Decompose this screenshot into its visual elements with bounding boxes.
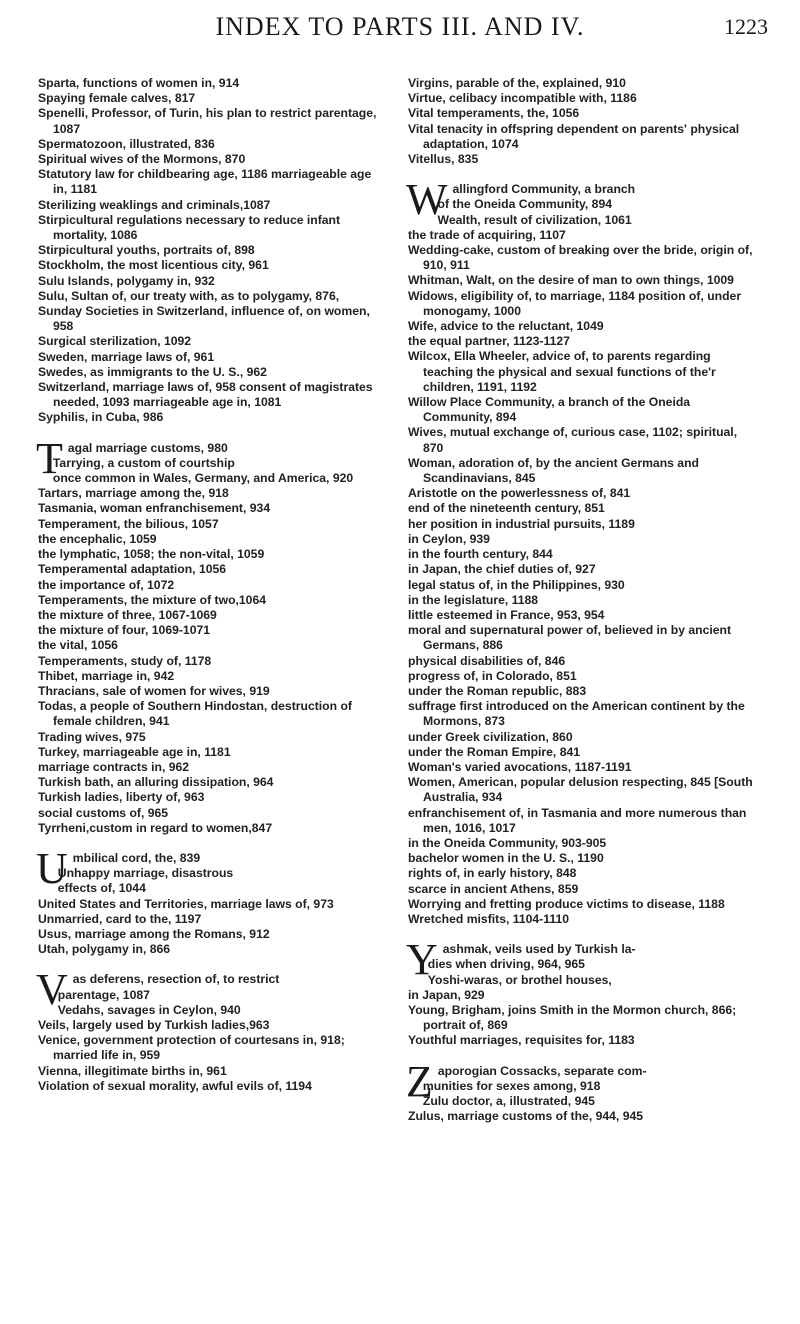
index-entry: Thracians, sale of women for wives, 919 <box>38 683 270 698</box>
index-entry: marriage contracts in, 962 <box>38 759 190 774</box>
index-entry: Stockholm, the most licentious city, 961 <box>38 258 269 273</box>
letter-group-w <box>406 175 760 927</box>
index-entry: the mixture of three, 1067-1069 <box>38 607 217 622</box>
index-entry: in Ceylon, 939 <box>408 531 490 546</box>
letter-group-z <box>406 1056 760 1125</box>
index-entry <box>406 935 760 988</box>
index-entry: Temperamental adaptation, 1056 <box>38 562 227 577</box>
index-entry: Stirpicultural youths, portraits of, 898 <box>38 243 255 258</box>
index-entry: Whitman, Walt, on the desire of man to own things, 1009 <box>408 273 734 288</box>
index-entry: Young, Brigham, joins Smith in the Mormon church, 866; portrait of, 869 <box>408 1002 737 1033</box>
index-entry: Temperaments, study of, 1178 <box>38 653 212 668</box>
index-entry: her position in industrial pursuits, 1189 <box>408 516 635 531</box>
index-entry: United States and Territories, marriage laws of, 973 <box>38 896 334 911</box>
index-entry: the encephalic, 1059 <box>38 531 157 546</box>
index-entry: Violation of sexual morality, awful evils of, 1194 <box>38 1078 312 1093</box>
index-entry: scarce in ancient Athens, 859 <box>408 881 579 896</box>
index-entry: Willow Place Community, a branch of the Oneida Community, 894 <box>408 395 691 425</box>
drop-initial-y: Y <box>406 935 438 985</box>
index-entry: Sulu Islands, polygamy in, 932 <box>38 273 215 288</box>
index-entry: Sweden, marriage laws of, 961 <box>38 349 215 364</box>
drop-initial-z: Z <box>406 1056 433 1106</box>
drop-initial-t: T <box>36 433 63 483</box>
index-entry: in the Oneida Community, 903-905 <box>408 835 607 850</box>
index-entry: Woman's varied avocations, 1187-1191 <box>408 759 632 774</box>
index-entry: Vitellus, 835 <box>408 152 479 167</box>
index-entry: Youthful marriages, requisites for, 1183 <box>408 1033 635 1048</box>
index-entry: Temperament, the bilious, 1057 <box>38 516 219 531</box>
index-entry: Sunday Societies in Switzerland, influence of, on women, 958 <box>38 304 370 334</box>
index-entry: bachelor women in the U. S., 1190 <box>408 851 604 866</box>
index-entry: Vedahs, savages in Ceylon, 940 <box>57 1002 241 1017</box>
u-entries <box>38 897 386 958</box>
index-entry: rights of, in early history, 848 <box>408 866 577 881</box>
letter-group-u <box>36 843 386 957</box>
index-entry: under the Roman republic, 883 <box>408 683 587 698</box>
index-entry: Zulu doctor, a, illustrated, 945 <box>422 1094 595 1108</box>
index-entry: Switzerland, marriage laws of, 958 consent of magistrates needed, 1093 marriageable age in, 1081 <box>38 380 373 410</box>
index-entry: Wealth, result of civilization, 1061 <box>437 212 632 227</box>
index-entry: Turkish bath, an alluring dissipation, 964 <box>38 775 274 790</box>
index-entry: of the Oneida Community, 894 <box>437 197 613 212</box>
entry-head: ashmak, veils used by Turkish la- <box>442 942 636 957</box>
index-entry: Surgical sterilization, 1092 <box>38 334 192 349</box>
index-entry: Spermatozoon, illustrated, 836 <box>38 136 215 151</box>
entry-head: as deferens, resection of, to restrict <box>72 972 280 987</box>
index-entry: Tartars, marriage among the, 918 <box>38 486 229 501</box>
index-entry: Sulu, Sultan of, our treaty with, as to polygamy, 876, <box>38 288 340 303</box>
w-entries <box>408 228 760 927</box>
index-entry: dies when driving, 964, 965 <box>427 957 585 972</box>
index-entry: under Greek civilization, 860 <box>408 729 573 744</box>
index-entry: Stirpicultural regulations necessary to reduce infant mortality, 1086 <box>38 212 341 243</box>
index-entry: little esteemed in France, 953, 954 <box>408 607 605 622</box>
index-entry <box>36 433 386 487</box>
index-entry: in the fourth century, 844 <box>408 547 553 562</box>
page-title: INDEX TO PARTS III. AND IV. <box>215 12 585 41</box>
index-entry: Wives, mutual exchange of, curious case, 1102; spiritual, 870 <box>408 425 738 455</box>
index-entry: enfranchisement of, in Tasmania and more numerous than men, 1016, 1017 <box>408 805 747 835</box>
index-entry: once common in Wales, Germany, and America, 920 <box>52 471 354 486</box>
index-entry: in the legislature, 1188 <box>408 592 539 607</box>
index-entry: Statutory law for childbearing age, 1186 marriageable age in, 1181 <box>38 167 372 197</box>
index-entry: the equal partner, 1123-1127 <box>408 334 570 349</box>
index-entry: Tarrying, a custom of courtship <box>52 455 235 470</box>
entry-head: aporogian Cossacks, separate com- <box>437 1063 647 1078</box>
index-entry: progress of, in Colorado, 851 <box>408 668 577 683</box>
index-entry: Wilcox, Ella Wheeler, advice of, to parents regarding teaching the physical and sexual functions of the'r children, 1191, 1192 <box>408 349 716 394</box>
index-entry: Todas, a people of Southern Hindostan, destruction of female children, 941 <box>38 699 352 729</box>
z-entries <box>408 1109 760 1124</box>
index-entry: moral and supernatural power of, believed in by ancient Germans, 886 <box>408 623 732 653</box>
drop-initial-w: W <box>406 175 448 225</box>
index-entry: Sterilizing weaklings and criminals,1087 <box>38 197 271 212</box>
entry-continuation <box>408 1079 760 1109</box>
index-entry: the trade of acquiring, 1107 <box>408 227 566 242</box>
s-entries <box>38 76 386 426</box>
letter-group-t <box>36 433 386 836</box>
index-entry: Sparta, functions of women in, 914 <box>38 76 240 90</box>
entry-continuation <box>408 197 760 227</box>
index-entry: Trading wives, 975 <box>38 729 146 744</box>
index-entry: legal status of, in the Philippines, 930 <box>408 577 625 592</box>
index-entry: Woman, adoration of, by the ancient Germans and Scandinavians, 845 <box>408 455 699 486</box>
index-entry: Wedding-cake, custom of breaking over the bride, origin of, 910, 911 <box>408 243 753 273</box>
entry-head: mbilical cord, the, 839 <box>72 850 201 865</box>
index-entry: Swedes, as immigrants to the U. S., 962 <box>38 364 267 379</box>
entry-continuation <box>38 456 386 486</box>
index-entry: Vital temperaments, the, 1056 <box>408 106 580 121</box>
index-entry: in Japan, 929 <box>408 987 485 1002</box>
index-entry: physical disabilities of, 846 <box>408 653 566 668</box>
v-entries <box>38 1018 386 1094</box>
index-entry: Virgins, parable of the, explained, 910 <box>408 76 626 90</box>
index-entry: Wretched misfits, 1104-1110 <box>408 911 570 926</box>
index-entry: Zulus, marriage customs of the, 944, 945 <box>408 1109 644 1124</box>
index-entry: suffrage first introduced on the American continent by the Mormons, 873 <box>408 699 745 729</box>
index-entry <box>406 175 760 228</box>
entry-continuation <box>38 988 386 1018</box>
index-entry: Unmarried, card to the, 1197 <box>38 911 202 926</box>
entry-continuation <box>38 866 386 896</box>
index-column-left <box>38 76 386 1094</box>
drop-initial-u: U <box>36 843 68 893</box>
index-entry: the mixture of four, 1069-1071 <box>38 623 211 638</box>
v-continued-entries <box>408 76 760 167</box>
index-entry: Spiritual wives of the Mormons, 870 <box>38 152 246 167</box>
index-entry <box>36 965 386 1018</box>
index-entry: Widows, eligibility of, to marriage, 1184 position of, under monogamy, 1000 <box>408 288 742 318</box>
page-header <box>0 0 800 60</box>
index-entry: Thibet, marriage in, 942 <box>38 668 175 683</box>
drop-initial-v: V <box>36 965 68 1015</box>
index-entry: Usus, marriage among the Romans, 912 <box>38 926 270 941</box>
letter-group-v <box>36 965 386 1094</box>
index-entry: Temperaments, the mixture of two,1064 <box>38 592 267 607</box>
entry-head: allingford Community, a branch <box>452 182 636 197</box>
index-entry: end of the nineteenth century, 851 <box>408 501 605 516</box>
index-entry: Yoshi-waras, or brothel houses, <box>427 972 612 987</box>
index-entry: Aristotle on the powerlessness of, 841 <box>408 486 631 501</box>
index-entry: the importance of, 1072 <box>38 577 175 592</box>
index-entry: Unhappy marriage, disastrous <box>57 866 234 881</box>
index-entry: Spaying female calves, 817 <box>38 91 196 106</box>
index-entry: Tyrrheni,custom in regard to women,847 <box>38 820 273 835</box>
index-entry: Worrying and fretting produce victims to disease, 1188 <box>408 896 725 911</box>
index-entry: Veils, largely used by Turkish ladies,963 <box>38 1017 270 1032</box>
index-entry: Vital tenacity in offspring dependent on parents' physical adaptation, 1074 <box>408 121 740 151</box>
page-number: 1223 <box>724 14 768 39</box>
index-column-right <box>408 76 760 1124</box>
entry-head: agal marriage customs, 980 <box>67 440 228 455</box>
index-entry: in Japan, the chief duties of, 927 <box>408 562 596 577</box>
index-entry: the lymphatic, 1058; the non-vital, 1059 <box>38 547 265 562</box>
t-entries <box>38 486 386 836</box>
index-entry: Spenelli, Professor, of Turin, his plan to restrict parentage, 1087 <box>38 106 377 136</box>
index-entry: Syphilis, in Cuba, 986 <box>38 410 164 425</box>
index-entry: Venice, government protection of courtesans in, 918; married life in, 959 <box>38 1033 345 1063</box>
index-entry: effects of, 1044 <box>57 881 146 896</box>
index-entry: Virtue, celibacy incompatible with, 1186 <box>408 91 637 106</box>
index-entry: social customs of, 965 <box>38 805 169 820</box>
index-entry: parentage, 1087 <box>57 987 150 1002</box>
index-entry <box>36 843 386 897</box>
index-entry: the vital, 1056 <box>38 638 118 653</box>
index-entry <box>406 1056 760 1110</box>
index-entry: Women, American, popular delusion respecting, 845 [South Australia, 934 <box>408 775 753 805</box>
index-entry: Turkey, marriageable age in, 1181 <box>38 744 231 759</box>
index-entry: munities for sexes among, 918 <box>422 1078 601 1093</box>
index-entry: Vienna, illegitimate births in, 961 <box>38 1063 227 1078</box>
index-entry: Wife, advice to the reluctant, 1049 <box>408 319 604 334</box>
letter-group-y <box>406 935 760 1048</box>
entry-continuation <box>408 957 760 987</box>
index-entry: Turkish ladies, liberty of, 963 <box>38 790 205 805</box>
index-entry: Tasmania, woman enfranchisement, 934 <box>38 501 271 516</box>
index-entry: under the Roman Empire, 841 <box>408 744 581 759</box>
index-entry: Utah, polygamy in, 866 <box>38 942 171 957</box>
y-entries <box>408 988 760 1049</box>
